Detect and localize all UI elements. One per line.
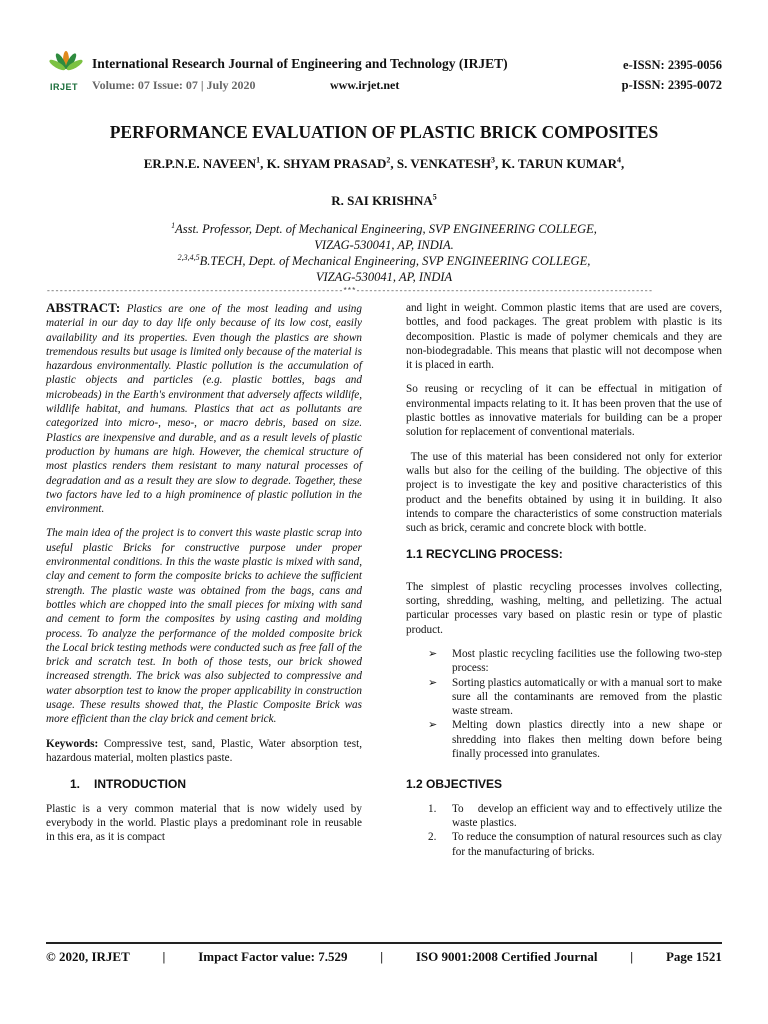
- right-column: [406, 301, 725, 859]
- footer-sep: |: [630, 949, 634, 964]
- journal-header: [40, 48, 730, 98]
- keywords: [46, 737, 362, 766]
- logo-text: IRJET: [50, 82, 79, 92]
- list-item: [428, 802, 725, 831]
- list-item: [428, 830, 722, 859]
- pissn: p-ISSN: 2395-0072: [621, 78, 722, 92]
- author-list: ER.P.N.E. NAVEEN$^1$, K. SHYAM PRASAD$^2$, S. VENKATESH$^3$, K. TARUN KUMAR$^4$,: [143, 155, 625, 171]
- section-heading-recycling: 1.1 RECYCLING PROCESS:: [406, 547, 563, 562]
- abstract-text: Plastics are one of the most leading and using material in our day to day life only because of its low cost, easily availability and its properties. Even though the plastics are shown tremendous results but usage is limited only because of the material is hazardous environmentally. Plastic pollution is the accumulation of plastic objects and particles (e.g. plastic bottles, bags and microbeads) in the Earth's environment that adversely affects wildlife, wildlife habitat, and humans. Plastics that act as pollutants are categorized into micro-, meso-, or macro debris, based on size. Plastics are inexpensive and durable, and as a result levels of plastic production by humans are high. However, the chemical structure of most plastics renders them resistant to many natural processes of degradation and as a result they are slow to degrade. Together, these two factors have led to a high prominence of plastic pollution in the environment.: [46, 303, 362, 516]
- recycling-list: [428, 647, 722, 761]
- author-name: K. TARUN KUMAR: [501, 156, 617, 171]
- author-sup: 1: [256, 155, 261, 165]
- author-name: K. SHYAM PRASAD: [266, 156, 387, 171]
- journal-website[interactable]: www.irjet.net: [330, 78, 400, 92]
- section-number: 1.: [70, 777, 81, 792]
- section-heading-objectives: 1.2 OBJECTIVES: [406, 777, 503, 792]
- eissn: e-ISSN: 2395-0056: [623, 58, 722, 72]
- list-item: ➢ Most plastic recycling facilities use the following two-step process:: [428, 647, 722, 676]
- abstract-label: ABSTRACT:: [46, 300, 121, 315]
- abstract-p2: The main idea of the project is to convert this waste plastic scrap into useful plastic Bricks for constructive purpose under proper environmental conditions. In this the waste plastic is mixed with sand, clay and cement to form the composite bricks to achieve the sufficient strength. The plastic waste was obtained from the bags, cans and bottles which are chopped into the small pieces for mixing with sand and cement to form the composites by using casting and molding process. To analyze the performance of the molded composite brick the Local brick testing methods were conducted such as free fall of the brick and scratch test. In both of those tests, our brick showed increased strength. The brick was also subjected to compressive and water absorption test to know the proper applicability in construction usage. These results showed that, the Plastic Composite Brick was more efficient than the clay brick and cement brick.: [46, 527, 362, 726]
- section-title: INTRODUCTION: [94, 777, 186, 792]
- left-column: [46, 301, 362, 854]
- author-list-2: [0, 193, 768, 209]
- author-sup: 4: [616, 155, 621, 165]
- author-sup: 2: [386, 155, 391, 165]
- author-name: ER.P.N.E. NAVEEN: [143, 156, 257, 171]
- volume-info: Volume: 07 Issue: 07 | July 2020: [92, 78, 256, 92]
- footer-sep: |: [162, 949, 166, 964]
- page-number: Page 1521: [665, 949, 722, 964]
- item-text: To develop an efficient way and to effectively utilize the waste plastics.: [452, 802, 725, 829]
- aff-sup: 2,3,4,5: [177, 252, 200, 262]
- author-sup: 3: [491, 155, 496, 165]
- author-sup: 5: [432, 192, 437, 202]
- affiliation-2b: VIZAG-530041, AP, INDIA: [315, 270, 453, 284]
- item-text: To reduce the consumption of natural resources such as clay for the manufacturing of bricks.: [452, 831, 722, 858]
- keywords-label: Keywords:: [46, 737, 99, 750]
- copyright: © 2020, IRJET: [46, 949, 130, 964]
- author-name: R. SAI KRISHNA: [331, 193, 433, 208]
- section-heading-introduction: [46, 777, 362, 791]
- affiliation-1: [0, 222, 768, 237]
- page-footer: [46, 949, 722, 965]
- aff-sup: 1: [171, 220, 176, 230]
- abstract-p1: [46, 301, 362, 516]
- intro-p2: So reusing or recycling of it can be effectual in mitigation of environmental impacts relating to it. It has been proven that the use of plastic bottles as innovative materials for building can be a proper solution for replacement of conventional materials.: [406, 383, 722, 439]
- item-number: 2.: [428, 831, 437, 844]
- list-item: ➢ Melting down plastics directly into a new shape or shredding into flakes then melting down before being finally processed into granulates.: [428, 718, 722, 761]
- list-item: ➢ Sorting plastics automatically or with a manual sort to make sure all the contaminants are removed from the plastic waste stream.: [428, 676, 722, 719]
- aff-line: B.TECH, Dept. of Mechanical Engineering, SVP ENGINEERING COLLEGE,: [199, 254, 591, 268]
- paper-title: PERFORMANCE EVALUATION OF PLASTIC BRICK COMPOSITES: [109, 122, 659, 142]
- affiliation-2: [0, 254, 768, 269]
- intro-p1-cont: and light in weight. Common plastic items that are used are covers, bottles, and food packages. The great problem with plastic is its decomposition. Plastic is made of polymer chemicals and they are non-biodegradable. This means that plastic will not decompose when it is placed in earth.: [406, 302, 722, 372]
- recycling-p1: The simplest of plastic recycling processes involves collecting, sorting, shredding, washing, melting, and pelletizing. The actual particular processes vary based on plastic resin or type of plastic product.: [406, 580, 722, 636]
- footer-sep: |: [380, 949, 384, 964]
- keywords-text: Compressive test, sand, Plastic, Water absorption test, hazardous material, molten plastics paste.: [46, 737, 362, 764]
- impact-value: 7.529: [318, 949, 348, 964]
- impact-factor: [198, 949, 347, 965]
- item-number: 1.: [428, 802, 437, 815]
- impact-label: Impact Factor value:: [198, 949, 315, 964]
- author-name: S. VENKATESH: [396, 156, 492, 171]
- journal-name: International Research Journal of Engineering and Technology (IRJET): [92, 56, 508, 71]
- iso-cert: ISO 9001:2008 Certified Journal: [415, 949, 598, 964]
- footer-rule: [46, 942, 722, 944]
- affiliation-1b: VIZAG-530041, AP, INDIA.: [314, 238, 454, 252]
- objectives-list: [428, 802, 725, 859]
- intro-p3: The use of this material has been considered not only for exterior walls but also for the ceiling of the building. The objective of this project is to investigate the key and positive characteristics of this product and the benefits obtained by using it in building. It also intends to compare the characteristics of some construction materials such as brick, ceramic and concrete block with bottle.: [406, 450, 725, 535]
- section-divider: ---------------------------------------------------------------------***---------------------------------------------------------------------: [46, 287, 653, 296]
- aff-line: Asst. Professor, Dept. of Mechanical Engineering, SVP ENGINEERING COLLEGE,: [175, 222, 597, 236]
- intro-p1: Plastic is a very common material that is now widely used by everybody in the world. Plastic plays a predominant role in reusable in this era, as it is compact: [46, 802, 362, 844]
